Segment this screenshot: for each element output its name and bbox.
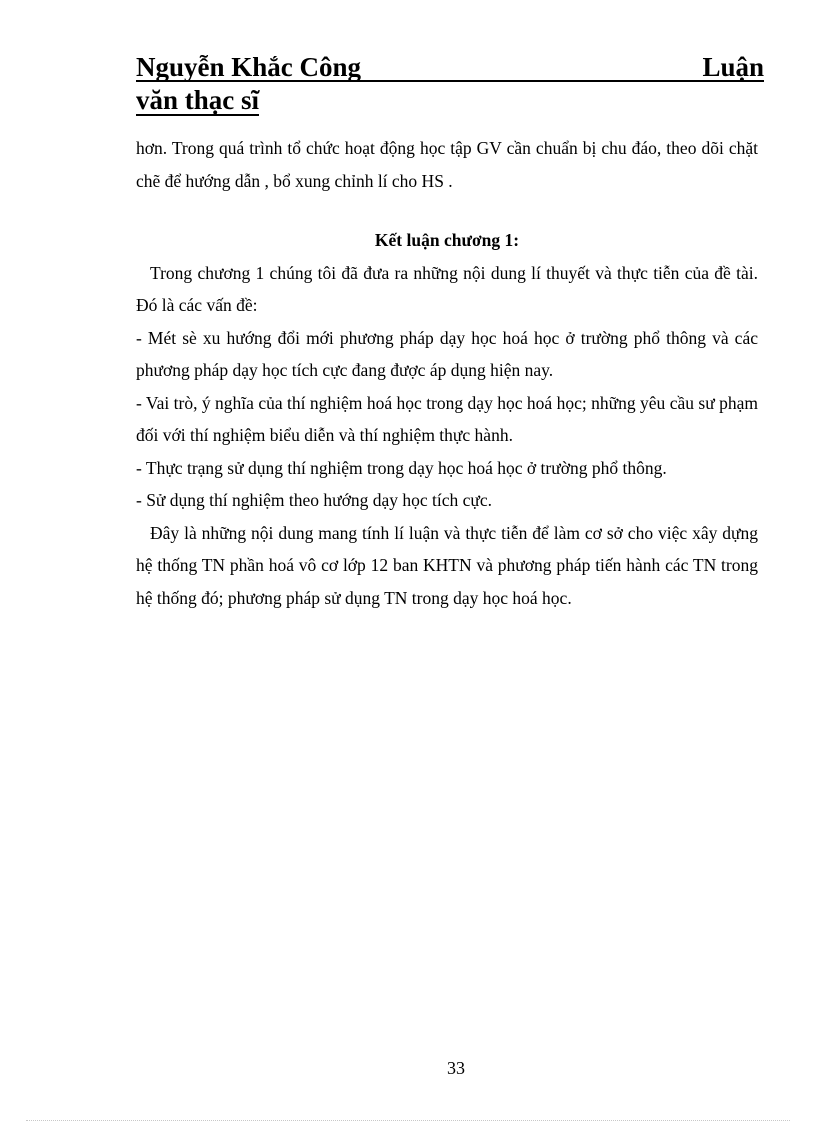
page-header	[136, 52, 764, 116]
section-heading: Kết luận chương 1:	[374, 230, 520, 250]
thesis-title-part-1: Luận	[702, 52, 764, 82]
header-line-1	[136, 52, 764, 82]
thesis-title-part-2: văn thạc sĩ	[136, 85, 260, 115]
bullet-item: - Mét sè xu hướng đổi mới phương pháp dạy học hoá học ở trường phổ thông và các phương pháp dạy học tích cực đang được áp dụng hiện nay.	[136, 327, 758, 380]
intro-paragraph: hơn. Trong quá trình tổ chức hoạt động học tập GV cần chuẩn bị chu đáo, theo dõi chặt chẽ để hướng dẫn , bổ xung chỉnh lí cho HS .	[136, 138, 758, 191]
bullet-item: - Vai trò, ý nghĩa của thí nghiệm hoá học trong dạy học hoá học; những yêu cầu sư phạm đối với thí nghiệm biểu diễn và thí nghiệm thực hành.	[136, 392, 758, 445]
bullet-item: - Thực trạng sử dụng thí nghiệm trong dạy học hoá học ở trường phổ thông.	[136, 457, 667, 478]
conclusion-paragraph-2: Đây là những nội dung mang tính lí luận và thực tiễn để làm cơ sở cho việc xây dựng hệ thống TN phần hoá vô cơ lớp 12 ban KHTN và phương pháp tiến hành các TN trong hệ thống đó; phương pháp sử dụng TN trong dạy học hoá học.	[136, 522, 758, 608]
footer-divider	[26, 1120, 790, 1121]
author-name: Nguyễn Khắc Công	[136, 52, 362, 82]
bullet-item: - Sử dụng thí nghiệm theo hướng dạy học tích cực.	[136, 490, 493, 510]
page-body	[136, 132, 758, 614]
conclusion-paragraph-1: Trong chương 1 chúng tôi đã đưa ra những nội dung lí thuyết và thực tiễn của đề tài. Đó là các vấn đề:	[136, 262, 758, 315]
page-number: 33	[447, 1058, 465, 1078]
